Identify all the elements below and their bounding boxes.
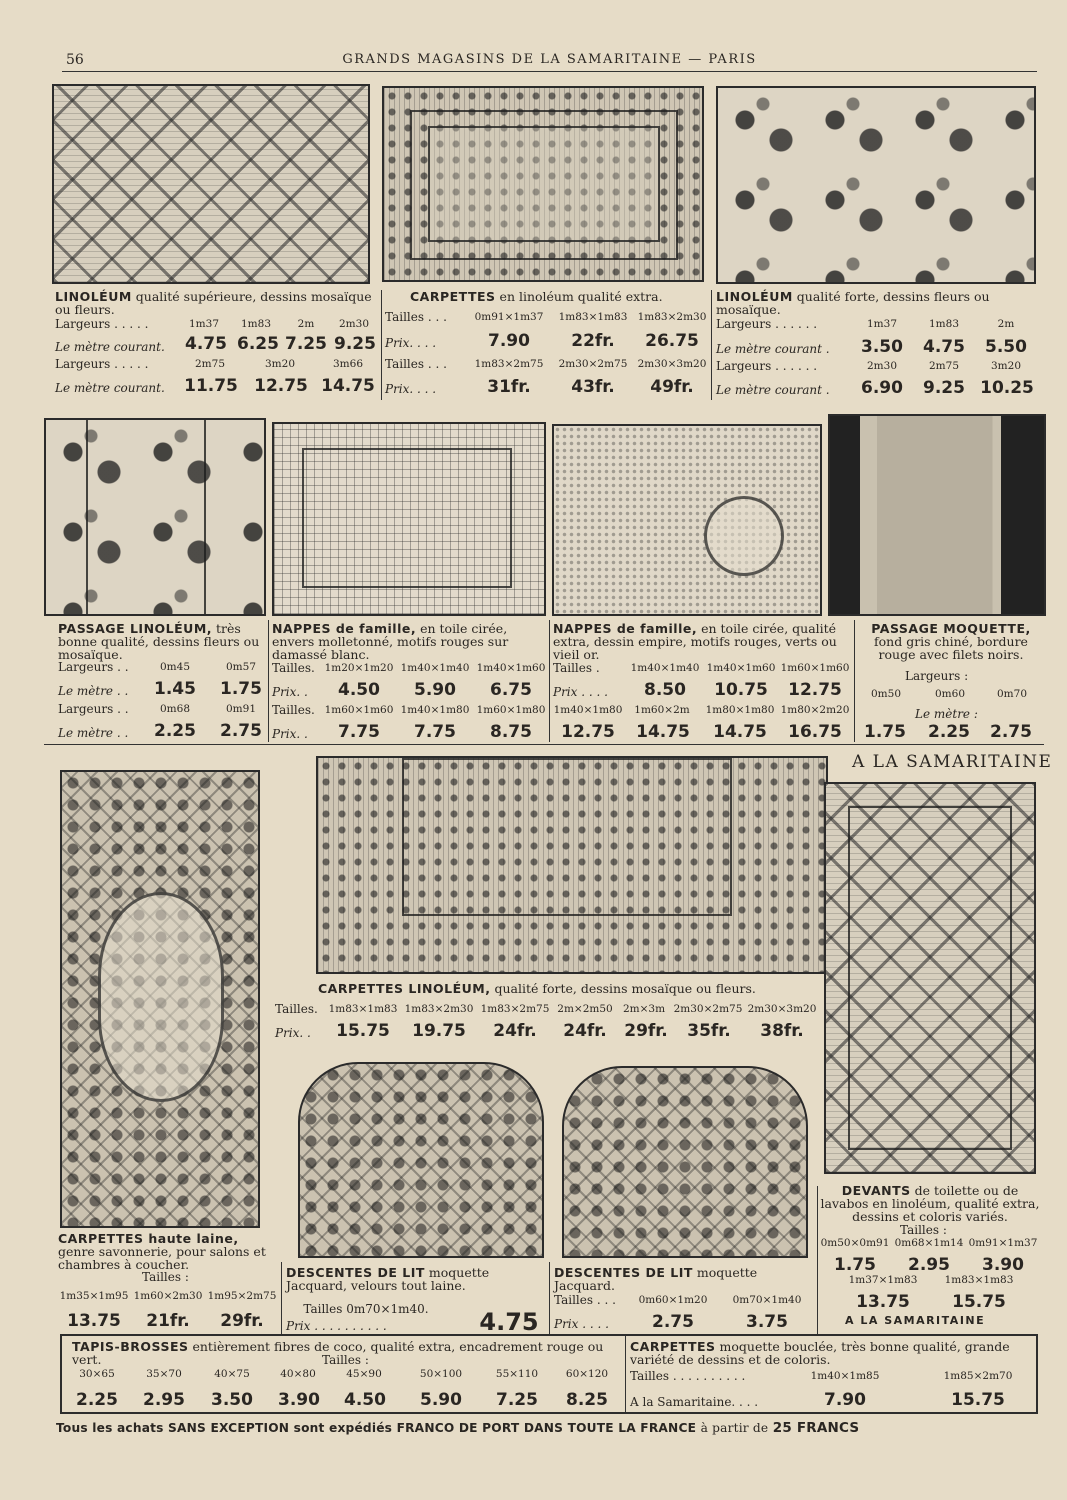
price-cell: 7.75 [414,722,456,742]
price-cell: 1.75 [834,1255,876,1275]
price-cell: 1.75 [220,679,262,699]
size-cell: 1m83×1m83 [558,311,628,323]
linoleum-floral-image [716,86,1036,284]
price-cell: 1.45 [154,679,196,699]
label-prix: Prix . . . . [553,685,608,699]
price-cell: 43fr. [571,377,615,397]
size-cell: 2m30×2m75 [673,1003,743,1015]
column-divider [817,1186,818,1334]
size-cell: 2m30×3m20 [637,358,707,370]
price-cell: 19.75 [412,1021,466,1041]
price-cell: 7.90 [824,1390,866,1410]
label-prix: Prix. . [272,685,308,699]
price-cell: 13.75 [67,1311,121,1331]
price-cell: 2.95 [143,1390,185,1410]
price-cell: 21fr. [146,1311,190,1331]
label-largeurs: Largeurs : [905,669,969,683]
size-cell: 2m30×2m75 [558,358,628,370]
price-cell: 2.95 [908,1255,950,1275]
size-cell: 1m80×1m80 [705,704,775,716]
size-cell: 0m57 [226,661,256,673]
column-divider [281,1262,282,1334]
price-cell: 4.75 [479,1308,539,1336]
price-cell: 5.50 [985,337,1027,357]
size-cell: 45×90 [346,1368,382,1380]
carpettes-extra-desc: CARPETTES en linoléum qualité extra. [410,289,663,304]
size-cell: 0m91 [226,703,256,715]
label-largeurs: Largeurs . . . . . [55,357,149,371]
a-la-samaritaine-banner: A LA SAMARITAINE [852,752,1053,772]
price-cell: 9.25 [334,334,376,354]
price-cell: 2.25 [928,722,970,742]
price-cell: 14.75 [321,376,375,396]
column-divider [854,620,855,742]
price-cell: 14.75 [713,722,767,742]
column-divider [549,620,550,742]
size-cell: 1m40×1m60 [476,662,546,674]
shipping-notice: Tous les achats SANS EXCEPTION sont expédiés FRANCO DE PORT DANS TOUTE LA FRANCE à partir de 25 FRANCS [56,1420,860,1436]
price-cell: 8.25 [566,1390,608,1410]
label-metre-courant: Le mètre courant . [716,383,830,397]
linoleum-sup-desc: LINOLÉUM qualité supérieure, dessins mosaïque ou fleurs. [55,289,372,317]
size-cell: 1m40×1m60 [706,662,776,674]
size-cell: 0m60 [935,688,965,700]
size-cell: 0m91×1m37 [474,311,544,323]
price-cell: 12.75 [788,680,842,700]
label-largeurs: Largeurs . . . . . . [716,317,818,331]
size-cell: 2m [297,318,315,330]
passage-moquette-image [828,414,1046,616]
page-number: 56 [66,52,84,68]
price-cell: 12.75 [561,722,615,742]
size-cell: 1m83×1m83 [328,1003,398,1015]
price-cell: 8.75 [490,722,532,742]
passage-linoleum-image [44,418,266,616]
size-cell: 0m50×0m91 [820,1237,890,1249]
size-cell: 3m20 [991,360,1021,372]
label-tailles: Tailles. [272,703,315,717]
running-title: GRANDS MAGASINS DE LA SAMARITAINE — PARIS [342,52,757,67]
price-cell: 5.90 [420,1390,462,1410]
price-cell: 1.75 [864,722,906,742]
label-tailles: Tailles : [322,1353,369,1367]
label-tailles: Tailles . . . [554,1293,616,1307]
size-cell: 1m83×2m75 [480,1003,550,1015]
price-cell: 3.50 [861,337,903,357]
price-cell: 8.50 [644,680,686,700]
nappe-empire-image [552,424,822,616]
nappe-damasse-image [272,422,546,616]
label-tailles: Tailles . . . [385,357,447,371]
nappes-2-desc: NAPPES de famille, en toile cirée, qualité extra, dessin empire, motifs rouges, verts ou vieil or. [553,621,837,662]
column-divider [711,290,712,400]
size-cell: 0m68 [160,703,190,715]
price-cell: 49fr. [650,377,694,397]
price-cell: 16.75 [788,722,842,742]
size-cell: 2m30×3m20 [747,1003,817,1015]
label-prix: Prix. . . . [385,382,437,396]
label-tailles: Tailles. [275,1002,318,1016]
price-cell: 11.75 [184,376,238,396]
price-cell: 3.75 [746,1312,788,1332]
size-cell: 2m30 [867,360,897,372]
price-cell: 4.75 [185,334,227,354]
descente-jacquard-laine-image [298,1062,544,1258]
size-cell: 35×70 [146,1368,182,1380]
price-cell: 5.90 [414,680,456,700]
size-cell: 2m75 [195,358,225,370]
linoleum-mosaic-image [52,84,370,284]
size-cell: 1m20×1m20 [324,662,394,674]
size-cell: 40×75 [214,1368,250,1380]
size-cell: 2m30 [339,318,369,330]
carpette-linoleum-image [382,86,704,282]
size-cell: 55×110 [495,1368,539,1380]
page-header [62,50,1037,72]
size-cell: 1m60×2m30 [133,1290,203,1302]
price-cell: 7.75 [338,722,380,742]
size-cell: 2m [997,318,1015,330]
carpettes-linoleum-image [316,756,828,974]
size-cell: 1m35×1m95 [59,1290,129,1302]
size-cell: 1m60×1m80 [476,704,546,716]
label-tailles: Tailles : [900,1223,947,1237]
price-cell: 4.50 [344,1390,386,1410]
label-metre: Le mètre : [915,707,978,721]
descente-jacquard-image [562,1066,808,1258]
price-cell: 24fr. [493,1021,537,1041]
size-cell: 1m40×1m80 [553,704,623,716]
size-cell: 1m83×2m75 [474,358,544,370]
linoleum-forte-desc: LINOLÉUM qualité forte, dessins fleurs ou mosaïque. [716,289,990,317]
size-cell: 30×65 [79,1368,115,1380]
price-cell: 4.75 [923,337,965,357]
price-cell: 24fr. [563,1021,607,1041]
size-cell: 0m70×1m40 [732,1294,802,1306]
label-largeurs: Largeurs . . [58,702,129,716]
column-divider [625,1336,626,1412]
price-cell: 22fr. [571,331,615,351]
size-cell: 1m60×1m60 [780,662,850,674]
size-cell: 1m60×2m [634,704,690,716]
devants-image [824,782,1036,1174]
size-cell: 0m50 [871,688,901,700]
size-cell: 0m70 [997,688,1027,700]
nappes-1-desc: NAPPES de famille, en toile cirée, envers molletonné, motifs rouges sur damassé blanc. [272,621,509,662]
price-cell: 38fr. [760,1021,804,1041]
price-cell: 29fr. [220,1311,264,1331]
descentes-2-desc: DESCENTES DE LIT moquette Jacquard. [554,1265,758,1293]
descentes-1-desc: DESCENTES DE LIT moquette Jacquard, velours tout laine. [286,1265,490,1293]
price-cell: 6.25 [237,334,279,354]
size-cell: 60×120 [565,1368,609,1380]
label-largeurs: Largeurs . . [58,660,129,674]
label-prix: A la Samaritaine. . . . [630,1395,759,1409]
price-cell: 3.90 [278,1390,320,1410]
label-tailles: Tailles . [553,661,600,675]
price-cell: 14.75 [636,722,690,742]
price-cell: 6.90 [861,378,903,398]
price-cell: 2.75 [220,721,262,741]
label-tailles: Tailles . . . . . . . . . . [630,1369,746,1383]
label-metre: Le mètre . . [58,684,129,698]
price-cell: 29fr. [624,1021,668,1041]
carpette-haute-laine-image [60,770,260,1228]
carpettes-haute-laine-desc: CARPETTES haute laine, genre savonnerie, pour salons et chambres à coucher. [58,1231,266,1272]
price-cell: 3.50 [211,1390,253,1410]
price-cell: 35fr. [687,1021,731,1041]
price-cell: 4.50 [338,680,380,700]
label-metre-courant: Le mètre courant. [55,340,165,354]
section-divider [44,744,1044,745]
size-cell: 2m75 [929,360,959,372]
size-cell: 1m40×1m85 [810,1370,880,1382]
column-divider [549,1262,550,1334]
label-metre-courant: Le mètre courant . [716,342,830,356]
devants-desc: DEVANTS de toilette ou de lavabos en linoléum, qualité extra, dessins et coloris variés. [820,1183,1040,1224]
label-tailles: Tailles : [142,1270,189,1284]
price-cell: 7.90 [488,331,530,351]
label-largeurs: Largeurs . . . . . . [716,359,818,373]
label-largeurs: Largeurs . . . . . [55,317,149,331]
size-cell: 1m40×1m40 [400,662,470,674]
label-metre: Le mètre . . [58,726,129,740]
price-cell: 26.75 [645,331,699,351]
label-prix: Prix . . . . [554,1317,609,1331]
size-cell: 1m37×1m83 [848,1274,918,1286]
size-cell: 1m40×1m40 [630,662,700,674]
size-cell: 1m83×1m83 [944,1274,1014,1286]
size-cell: 0m68×1m14 [894,1237,964,1249]
price-cell: 7.25 [496,1390,538,1410]
carpettes-linoleum-desc: CARPETTES LINOLÉUM, qualité forte, dessins mosaïque ou fleurs. [318,981,756,996]
price-cell: 7.25 [285,334,327,354]
size-cell: 1m80×2m20 [780,704,850,716]
size-cell: 1m83 [241,318,271,330]
label-prix: Prix. . [275,1026,311,1040]
tapis-brosses-desc: TAPIS-BROSSES entièrement fibres de coco, qualité extra, encadrement rouge ou vert. [72,1339,604,1367]
size-cell: 1m83×2m30 [637,311,707,323]
size-cell: 2m×2m50 [557,1003,613,1015]
size-cell: 0m60×1m20 [638,1294,708,1306]
size-cell: 2m×3m [622,1003,666,1015]
price-cell: 9.25 [923,378,965,398]
price-cell: 10.25 [980,378,1034,398]
size-cell: 1m37 [867,318,897,330]
column-divider [381,290,382,400]
price-cell: 15.75 [952,1292,1006,1312]
label-tailles: Tailles . . . [385,310,447,324]
samaritaine-tag: A LA SAMARITAINE [845,1314,986,1327]
price-cell: 31fr. [487,377,531,397]
price-cell: 13.75 [856,1292,910,1312]
price-cell: 6.75 [490,680,532,700]
size-cell: 1m85×2m70 [943,1370,1013,1382]
size-cell: 1m83×2m30 [404,1003,474,1015]
size-cell: 1m60×1m60 [324,704,394,716]
passage-linoleum-desc: PASSAGE LINOLÉUM, très bonne qualité, dessins fleurs ou mosaïque. [58,621,260,662]
size-cell: 0m45 [160,661,190,673]
column-divider [268,620,269,742]
price-cell: 2.25 [154,721,196,741]
size-cell: 1m37 [189,318,219,330]
price-cell: 3.90 [982,1255,1024,1275]
label-prix: Prix. . . . [385,336,437,350]
price-cell: 2.75 [990,722,1032,742]
price-cell: 2.75 [652,1312,694,1332]
price-cell: 15.75 [951,1390,1005,1410]
label-tailles: Tailles. [272,661,315,675]
size-cell: 40×80 [280,1368,316,1380]
size-cell: 3m66 [333,358,363,370]
size-cell: 0m91×1m37 [968,1237,1038,1249]
label-prix: Prix. . [272,727,308,741]
label-metre-courant: Le mètre courant. [55,381,165,395]
size-cell: 3m20 [265,358,295,370]
size-cell: 1m95×2m75 [207,1290,277,1302]
carpettes-moquette-desc: CARPETTES moquette bouclée, très bonne qualité, grande variété de dessins et de coloris. [630,1339,1010,1367]
label-prix: Prix . . . . . . . . . . [286,1319,387,1333]
passage-moquette-desc: PASSAGE MOQUETTE, fond gris chiné, bordure rouge avec filets noirs. [871,621,1031,662]
size-cell: 50×100 [419,1368,463,1380]
price-cell: 15.75 [336,1021,390,1041]
size-cell: 1m83 [929,318,959,330]
size-cell: 1m40×1m80 [400,704,470,716]
price-cell: 12.75 [254,376,308,396]
size-line: Tailles 0m70×1m40. [303,1302,429,1316]
price-cell: 2.25 [76,1390,118,1410]
price-cell: 10.75 [714,680,768,700]
